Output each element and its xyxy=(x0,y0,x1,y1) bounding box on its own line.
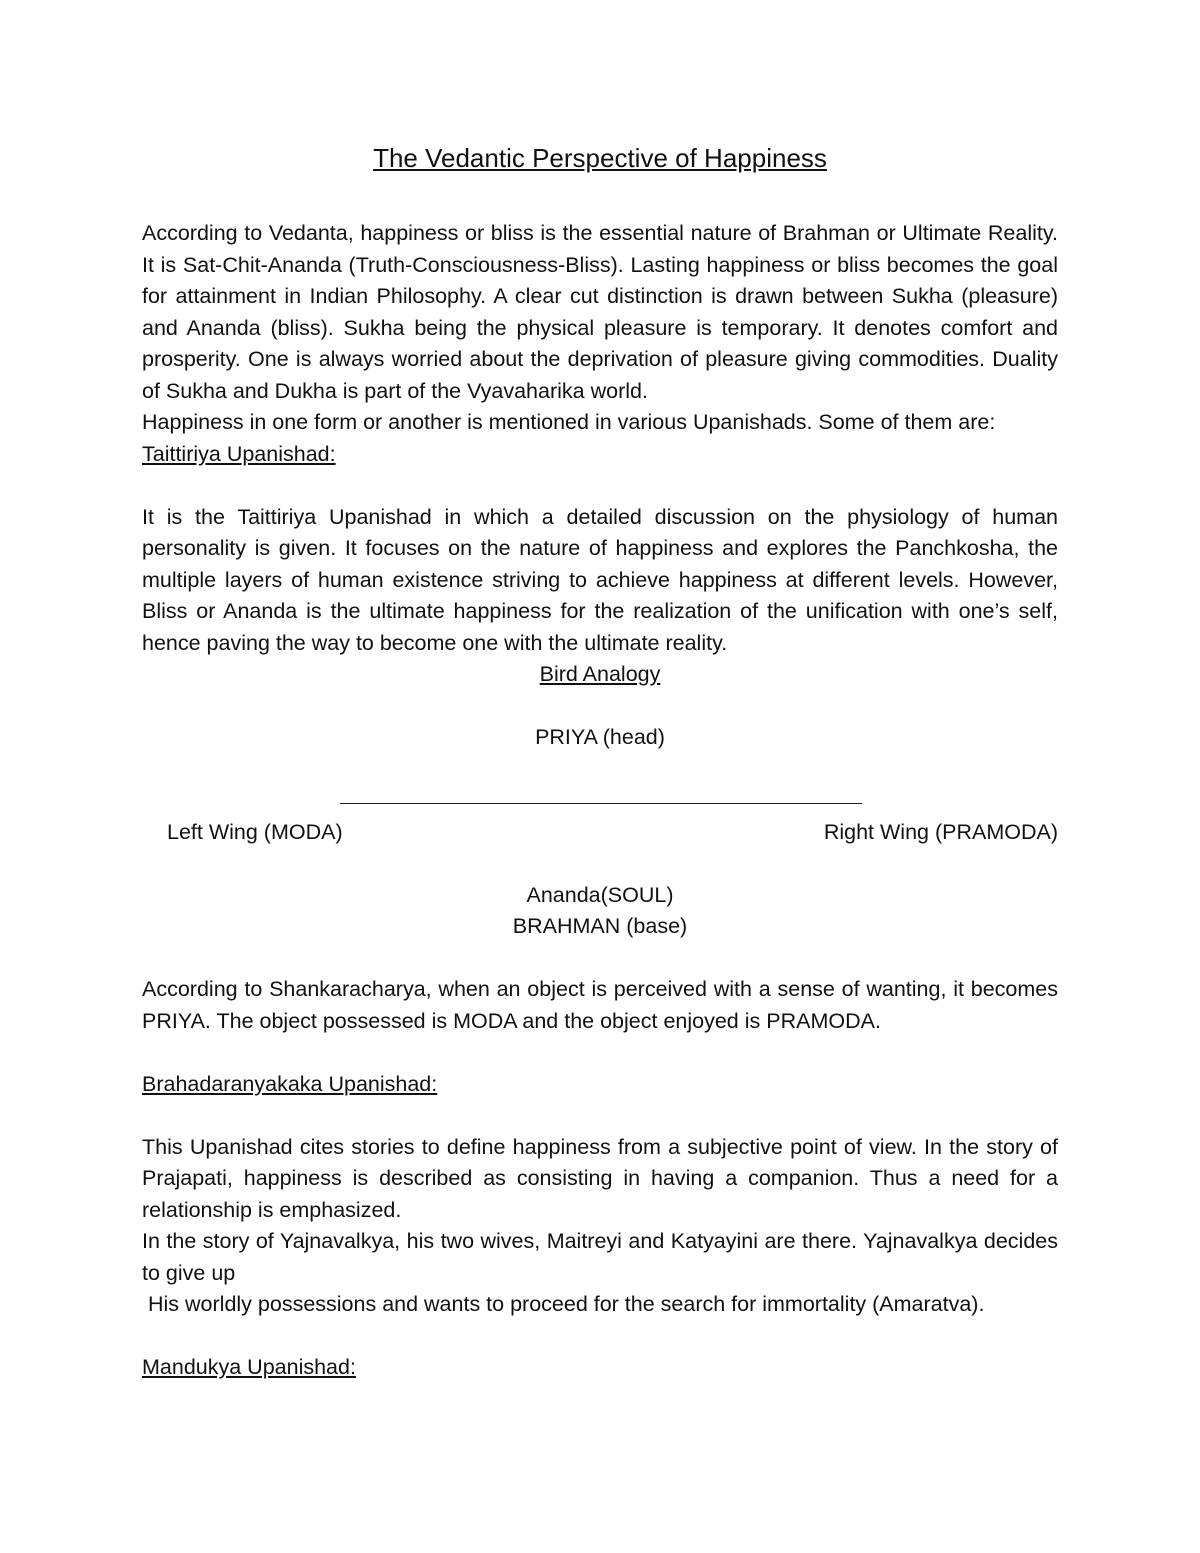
bird-soul-label: Ananda(SOUL) xyxy=(526,882,674,907)
document-page xyxy=(142,138,1058,1384)
mandukya-heading: Mandukya Upanishad: xyxy=(142,1355,356,1379)
intro-paragraph: According to Vedanta, happiness or bliss is the essential nature of Brahman or Ultimate Reality. It is Sat-Chit-Ananda (Truth-Consciousness-Bliss). Lasting happiness or bliss becomes the goal for attainment in Indian Philosophy. A clear cut distinction is drawn between Sukha (pleasure) and Ananda (bliss). Sukha being the physical pleasure is temporary. It denotes comfort and prosperity. One is always worried about the deprivation of pleasure giving commodities. Duality of Sukha and Dukha is part of the Vyavaharika world. xyxy=(142,221,1058,403)
shankaracharya-paragraph: According to Shankaracharya, when an object is perceived with a sense of wanting, it becomes PRIYA. The object possessed is MODA and the object enjoyed is PRAMODA. xyxy=(142,977,1058,1033)
brahadaranyakaka-paragraph-3: His worldly possessions and wants to proceed for the search for immortality (Amaratva). xyxy=(148,1292,985,1316)
brahadaranyakaka-heading: Brahadaranyakaka Upanishad: xyxy=(142,1071,438,1096)
upanishads-intro-line: Happiness in one form or another is mentioned in various Upanishads. Some of them are: xyxy=(142,410,996,434)
brahadaranyakaka-paragraph-2: In the story of Yajnavalkya, his two wives, Maitreyi and Katyayini are there. Yajnavalkya decides to give up xyxy=(142,1229,1058,1285)
brahadaranyakaka-paragraph-1: This Upanishad cites stories to define happiness from a subjective point of view. In the story of Prajapati, happiness is described as consisting in having a companion. Thus a need for a relationship is emphasized. xyxy=(142,1134,1058,1222)
bird-wings-row xyxy=(142,817,1058,849)
taittiriya-heading: Taittiriya Upanishad: xyxy=(142,441,336,466)
bird-analogy-heading-text: Bird Analogy xyxy=(539,662,661,686)
bird-divider-row xyxy=(142,785,1058,817)
bird-base-label: BRAHMAN (base) xyxy=(512,914,688,938)
left-wing-label: Left Wing (MODA) xyxy=(167,819,343,844)
bird-divider-line xyxy=(340,803,862,804)
document-title: The Vedantic Perspective of Happiness xyxy=(373,143,827,173)
right-wing-label: Right Wing (PRAMODA) xyxy=(823,819,1058,844)
bird-head-label: PRIYA (head) xyxy=(535,725,665,749)
bird-analogy-heading xyxy=(142,659,1058,691)
taittiriya-paragraph: It is the Taittiriya Upanishad in which a detailed discussion on the physiology of human personality is given. It focuses on the nature of happiness and explores the Panchkosha, the multiple layers of human existence striving to achieve happiness at different levels. However, Bliss or Ananda is the ultimate happiness for the realization of the unification with one’s self, hence paving the way to become one with the ultimate reality. xyxy=(142,504,1058,655)
